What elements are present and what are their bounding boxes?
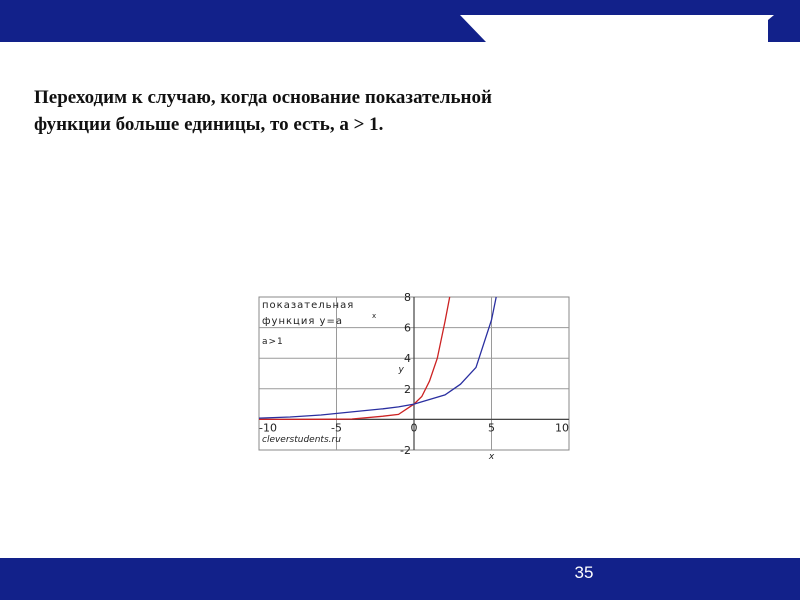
header-band <box>0 0 800 15</box>
heading-line-2: функции больше единицы, то есть, a > 1. <box>34 114 384 135</box>
y-tick-label: 8 <box>404 291 411 304</box>
slide-heading <box>34 84 674 138</box>
header-bar <box>0 0 800 46</box>
heading-line-1: Переходим к случаю, когда основание показательной <box>34 87 492 108</box>
x-tick-label: 10 <box>555 421 569 435</box>
y-tick-label: 4 <box>404 352 411 366</box>
x-tick-label: -10 <box>259 421 277 435</box>
exponential-chart <box>250 290 580 465</box>
y-axis-label: y <box>398 364 404 375</box>
legend-text: показательная <box>262 300 355 311</box>
watermark-text: cleverstudents.ru <box>262 435 341 445</box>
y-tick-label: -2 <box>400 444 411 457</box>
x-tick-label: -5 <box>331 421 342 435</box>
y-tick-label: 6 <box>404 321 411 335</box>
x-tick-label: 0 <box>410 421 418 435</box>
footer-bar <box>0 558 800 600</box>
x-tick-label: 5 <box>488 421 495 435</box>
header-tab-left <box>0 15 486 42</box>
legend-superscript: x <box>372 312 377 320</box>
x-axis-label: x <box>488 452 495 462</box>
slide-number: 35 <box>574 563 594 582</box>
legend-text: a>1 <box>262 337 284 347</box>
y-tick-label: 2 <box>404 382 411 396</box>
header-tab-right <box>768 15 800 42</box>
legend-text: функция y=a <box>262 316 343 327</box>
